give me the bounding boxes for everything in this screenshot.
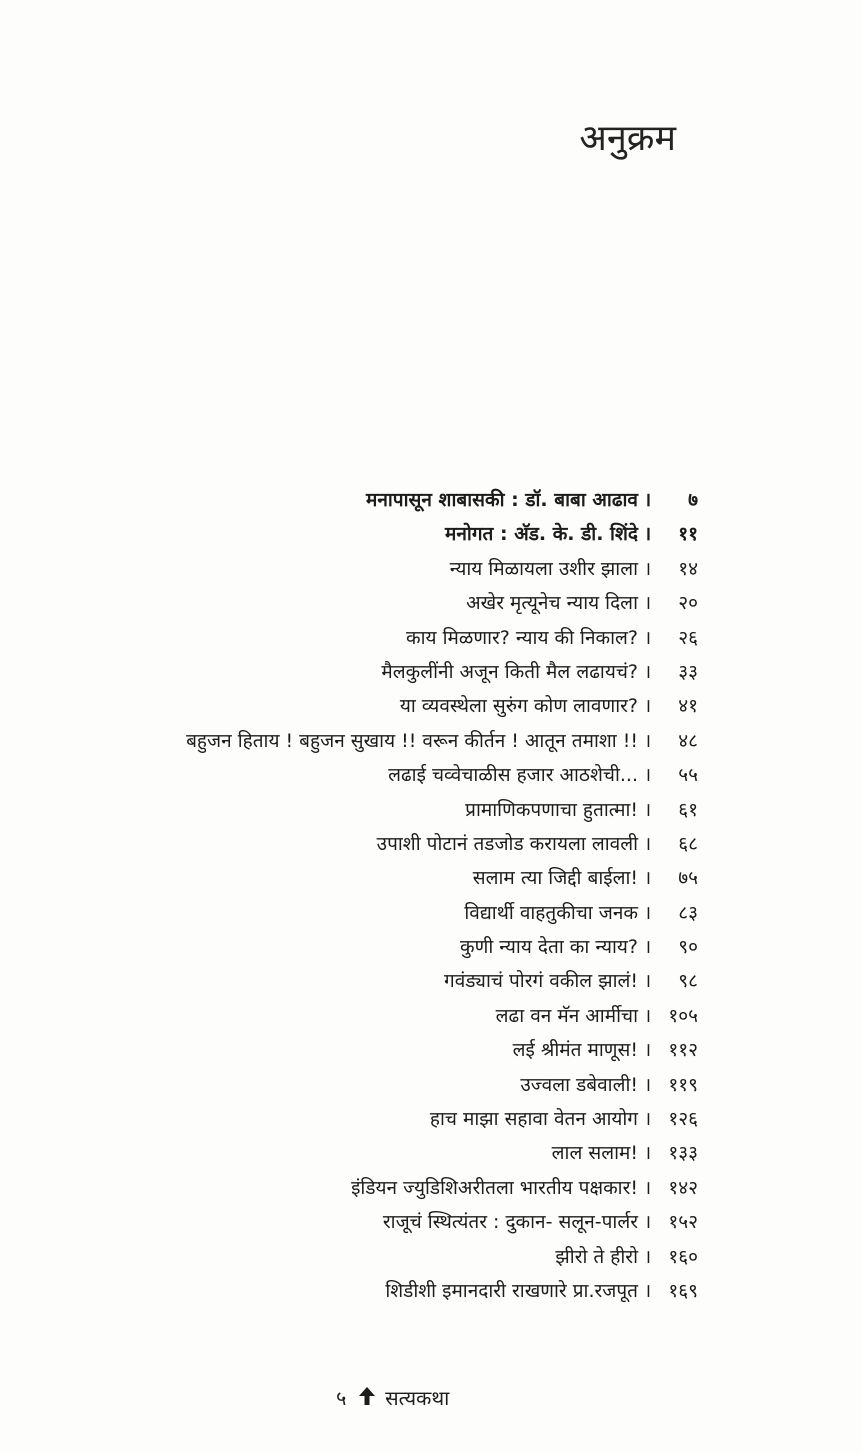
toc-entry-separator: । bbox=[644, 867, 652, 890]
toc-entry-title: मनोगत : अ‍ॅड. के. डी. शिंदे bbox=[445, 523, 638, 546]
toc-entry bbox=[0, 518, 862, 552]
toc-entry-title: काय मिळणार? न्याय की निकाल? bbox=[406, 626, 638, 649]
toc-entry bbox=[0, 862, 862, 896]
toc-entry-separator: । bbox=[644, 523, 652, 546]
toc-entry-separator: । bbox=[644, 660, 652, 683]
toc-entry-page: १६९ bbox=[668, 1279, 698, 1302]
toc-entry-title: लढाई चव्वेचाळीस हजार आठशेची... bbox=[388, 764, 638, 787]
toc-entry bbox=[0, 587, 862, 621]
toc-entry-separator: । bbox=[644, 1176, 652, 1199]
toc-entry-title: न्याय मिळायला उशीर झाला bbox=[449, 557, 638, 580]
toc-entry-separator: । bbox=[644, 832, 652, 855]
toc-entry-title: हाच माझा सहावा वेतन आयोग bbox=[429, 1108, 638, 1131]
toc-entry-page: ४१ bbox=[678, 695, 698, 718]
toc-entry bbox=[0, 1172, 862, 1206]
toc-entry-separator: । bbox=[644, 1073, 652, 1096]
toc-entry bbox=[0, 897, 862, 931]
toc-entry-separator: । bbox=[644, 936, 652, 959]
toc-entry-page: ७५ bbox=[678, 867, 698, 890]
toc-entry-separator: । bbox=[644, 901, 652, 924]
toc-entry-separator: । bbox=[644, 729, 652, 752]
toc-entry-separator: । bbox=[644, 1211, 652, 1234]
toc-entry-separator: । bbox=[644, 489, 652, 511]
toc-entry-page: ११ bbox=[678, 523, 698, 546]
toc-entry bbox=[0, 1000, 862, 1034]
toc-entry-page: ५५ bbox=[678, 764, 698, 787]
toc-entry-title: शिडीशी इमानदारी राखणारे प्रा.रजपूत bbox=[385, 1279, 638, 1302]
up-arrow-icon bbox=[359, 1384, 375, 1412]
toc-entry-page: १३३ bbox=[668, 1142, 698, 1165]
toc-entry-title: कुणी न्याय देता का न्याय? bbox=[460, 936, 638, 959]
toc-entry-separator: । bbox=[644, 1279, 652, 1302]
toc-entry bbox=[0, 656, 862, 690]
toc-entry-page: ८३ bbox=[678, 901, 698, 924]
page-title: अनुक्रम bbox=[579, 118, 676, 159]
toc-entry-title: प्रामाणिकपणाचा हुतात्मा! bbox=[465, 798, 638, 821]
toc-entry-title: उपाशी पोटानं तडजोड करायला लावली bbox=[376, 832, 638, 855]
toc-entry-page: २६ bbox=[678, 626, 698, 649]
toc-entry-separator: । bbox=[644, 626, 652, 649]
page-footer bbox=[336, 1384, 449, 1415]
toc-entry-title: इंडियन ज्युडिशिअरीतला भारतीय पक्षकार! bbox=[351, 1176, 638, 1199]
toc-entry-title: सलाम त्या जिद्दी बाईला! bbox=[472, 867, 638, 890]
toc-entry-separator: । bbox=[644, 1245, 652, 1268]
toc-entry-title: लाल सलाम! bbox=[551, 1142, 638, 1165]
toc-entry-title: अखेर मृत्यूनेच न्याय दिला bbox=[466, 592, 638, 615]
toc-entry-separator: । bbox=[644, 695, 652, 718]
toc-entry-page: १५२ bbox=[668, 1211, 698, 1234]
toc-entry-separator: । bbox=[644, 1004, 652, 1027]
toc-entry-page: ७ bbox=[688, 489, 698, 511]
table-of-contents bbox=[0, 484, 862, 1309]
toc-entry bbox=[0, 1034, 862, 1068]
toc-entry-title: गवंड्याचं पोरगं वकील झालं! bbox=[444, 970, 638, 993]
toc-entry bbox=[0, 1206, 862, 1240]
toc-entry-separator: । bbox=[644, 764, 652, 787]
toc-entry-title: लई श्रीमंत माणूस! bbox=[512, 1039, 638, 1062]
toc-entry-page: ११२ bbox=[668, 1039, 698, 1062]
toc-entry-title: झीरो ते हीरो bbox=[555, 1245, 638, 1268]
toc-entry-separator: । bbox=[644, 970, 652, 993]
toc-entry-separator: । bbox=[644, 592, 652, 615]
toc-entry-page: १४२ bbox=[668, 1176, 698, 1199]
toc-entry bbox=[0, 1241, 862, 1275]
toc-entry-page: ११९ bbox=[668, 1073, 698, 1096]
footer-page-number: ५ bbox=[336, 1386, 347, 1410]
toc-entry-page: ३३ bbox=[678, 660, 698, 683]
toc-entry-separator: । bbox=[644, 1108, 652, 1131]
toc-entry-title: उज्वला डबेवाली! bbox=[520, 1073, 638, 1096]
toc-entry-page: ९८ bbox=[678, 970, 698, 993]
toc-entry bbox=[0, 828, 862, 862]
toc-entry-page: १६० bbox=[668, 1245, 698, 1268]
toc-entry-separator: । bbox=[644, 557, 652, 580]
toc-entry-title: मनापासून शाबासकी : डॉ. बाबा आढाव bbox=[365, 489, 638, 511]
toc-entry bbox=[0, 1103, 862, 1137]
toc-entry bbox=[0, 553, 862, 587]
toc-entry-title: लढा वन मॅन आर्मीचा bbox=[495, 1004, 638, 1027]
toc-entry bbox=[0, 1137, 862, 1171]
toc-entry-separator: । bbox=[644, 798, 652, 821]
toc-entry bbox=[0, 931, 862, 965]
toc-entry-separator: । bbox=[644, 1039, 652, 1062]
toc-entry bbox=[0, 1275, 862, 1309]
toc-entry-page: २० bbox=[678, 592, 698, 615]
toc-entry-page: १०५ bbox=[668, 1004, 698, 1027]
toc-entry-title: मैलकुलींनी अजून किती मैल लढायचं? bbox=[381, 660, 638, 683]
toc-entry-page: ६१ bbox=[678, 798, 698, 821]
toc-entry-separator: । bbox=[644, 1142, 652, 1165]
toc-entry-title: बहुजन हिताय ! बहुजन सुखाय !! वरून कीर्तन ! आतून तमाशा !! bbox=[186, 729, 638, 752]
footer-book-title: सत्यकथा bbox=[385, 1386, 450, 1410]
toc-entry bbox=[0, 1069, 862, 1103]
toc-entry-page: १२६ bbox=[668, 1108, 698, 1131]
toc-entry bbox=[0, 622, 862, 656]
toc-entry bbox=[0, 759, 862, 793]
toc-entry-page: ९० bbox=[678, 936, 698, 959]
toc-entry bbox=[0, 794, 862, 828]
toc-entry bbox=[0, 484, 862, 518]
toc-entry-title: राजूचं स्थित्यंतर : दुकान- सलून-पार्लर bbox=[382, 1211, 638, 1234]
toc-entry-page: १४ bbox=[678, 557, 698, 580]
toc-entry-title: विद्यार्थी वाहतुकीचा जनक bbox=[464, 901, 638, 924]
toc-entry bbox=[0, 965, 862, 999]
toc-entry-page: ४८ bbox=[678, 729, 698, 752]
toc-entry bbox=[0, 690, 862, 724]
toc-entry-title: या व्यवस्थेला सुरुंग कोण लावणार? bbox=[399, 695, 638, 718]
toc-entry bbox=[0, 725, 862, 759]
toc-entry-page: ६८ bbox=[678, 832, 698, 855]
